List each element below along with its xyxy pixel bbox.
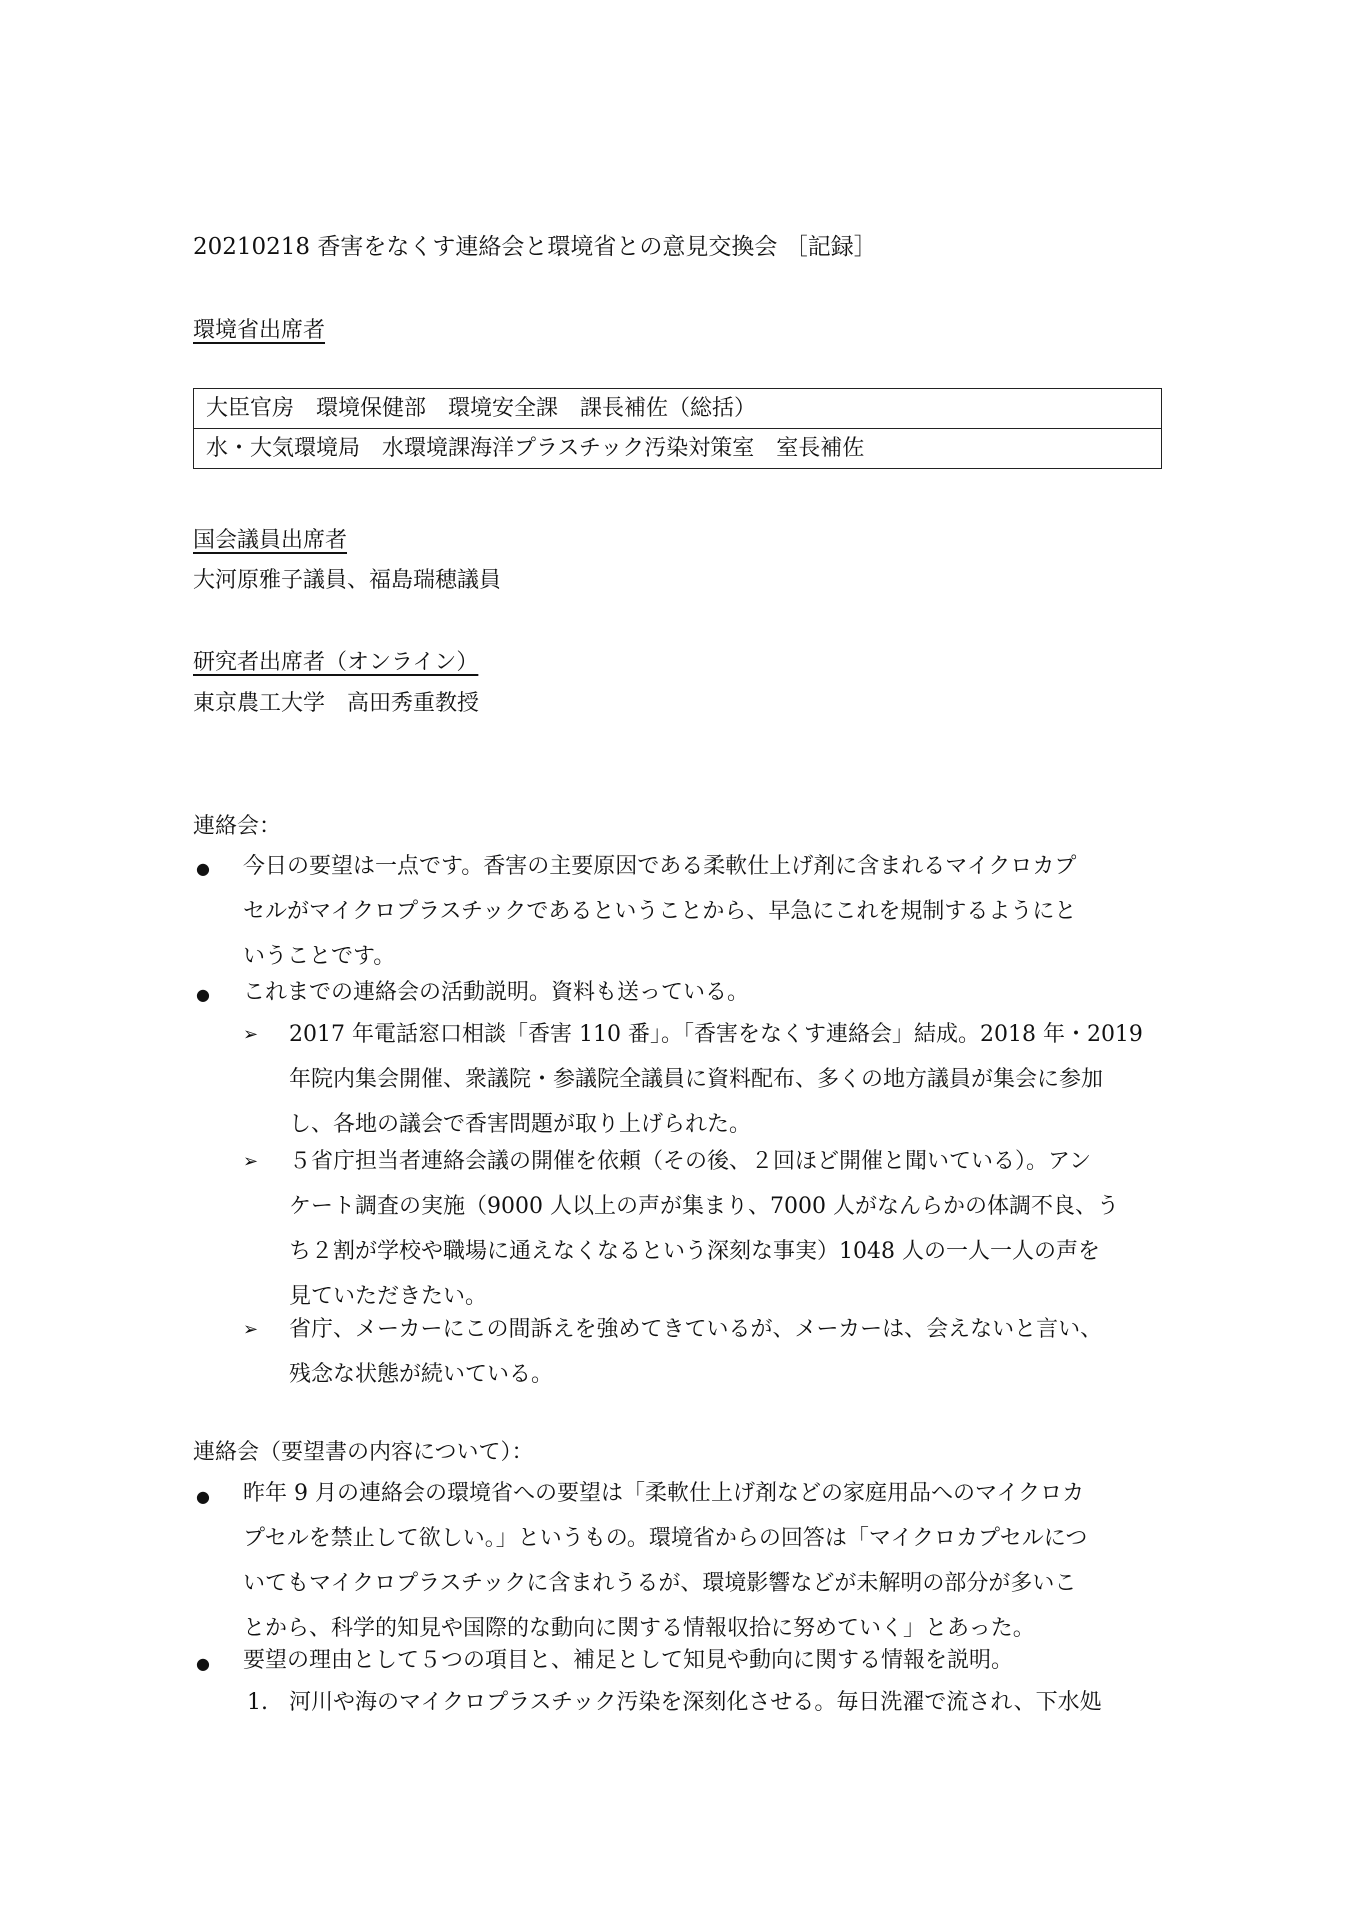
list-item: 河川や海のマイクロプラスチック汚染を深刻化させる。毎日洗濯で流され、下水処 [289,1690,1102,1715]
number-marker: 1. [247,1690,268,1715]
researcher-attendees-names: 東京農工大学 高田秀重教授 [193,691,480,716]
list-item: 2017 年電話窓口相談「香害 110 番」。「香害をなくす連絡会」結成。2018 年・2019 年院内集会開催、衆議院・参議院全議員に資料配布、多くの地方議員が集会に参加 し、各地の議会で香害問題が取り上げられた。 [289,1022,1143,1137]
list-item: ５省庁担当者連絡会議の開催を依頼（その後、２回ほど開催と聞いている）。アン ケート調査の実施（9000 人以上の声が集まり、7000 人がなんらかの体調不良、う ち２割が学校や職場に通えなくなるという深刻な事実）1048 人の一人一人の声を 見ていただきたい。 [289,1149,1119,1309]
list-item: 今日の要望は一点です。香害の主要原因である柔軟仕上げ剤に含まれるマイクロカプ セルがマイクロプラスチックであるということから、早急にこれを規制するようにと いうことです。 [243,854,1077,969]
table-row [194,429,1162,469]
diet-attendees-heading: 国会議員出席者 [193,528,348,553]
table-cell: 水・大気環境局 水環境課海洋プラスチック汚染対策室 室長補佐 [194,429,1162,469]
section2-label: 連絡会（要望書の内容について）： [193,1440,534,1465]
list-item: 要望の理由として５つの項目と、補足として知見や動向に関する情報を説明。 [243,1648,1014,1673]
arrow-marker: ➢ [243,1024,259,1045]
researcher-attendees-heading: 研究者出席者（オンライン） [193,650,479,675]
list-item: これまでの連絡会の活動説明。資料も送っている。 [243,980,750,1005]
list-item: 昨年 9 月の連絡会の環境省への要望は「柔軟仕上げ剤などの家庭用品へのマイクロカ プセルを禁止して欲しい。」というもの。環境省からの回答は「マイクロカプセルにつ いてもマイクロプラスチックに含まれうるが、環境影響などが未解明の部分が多いこ とから、科学的知見や国際的な動向に関する情報収拾に努めていく」とあった。 [243,1481,1088,1641]
table-cell: 大臣官房 環境保健部 環境安全課 課長補佐（総括） [194,389,1162,429]
table-row [194,389,1162,429]
list-item: 省庁、メーカーにこの間訴えを強めてきているが、メーカーは、会えないと言い、 残念な状態が続いている。 [289,1317,1103,1387]
document-title: 20210218 香害をなくす連絡会と環境省との意見交換会 ［記録］ [193,234,877,260]
moe-attendees-heading: 環境省出席者 [193,318,326,343]
bullet-marker: ● [196,859,210,878]
arrow-marker: ➢ [243,1319,259,1340]
bullet-marker: ● [196,1487,210,1506]
bullet-marker: ● [196,1654,210,1673]
arrow-marker: ➢ [243,1151,259,1172]
diet-attendees-names: 大河原雅子議員、福島瑞穂議員 [193,568,502,593]
section1-label: 連絡会： [193,814,282,839]
bullet-marker: ● [196,985,210,1004]
moe-attendees-table [193,388,1162,469]
